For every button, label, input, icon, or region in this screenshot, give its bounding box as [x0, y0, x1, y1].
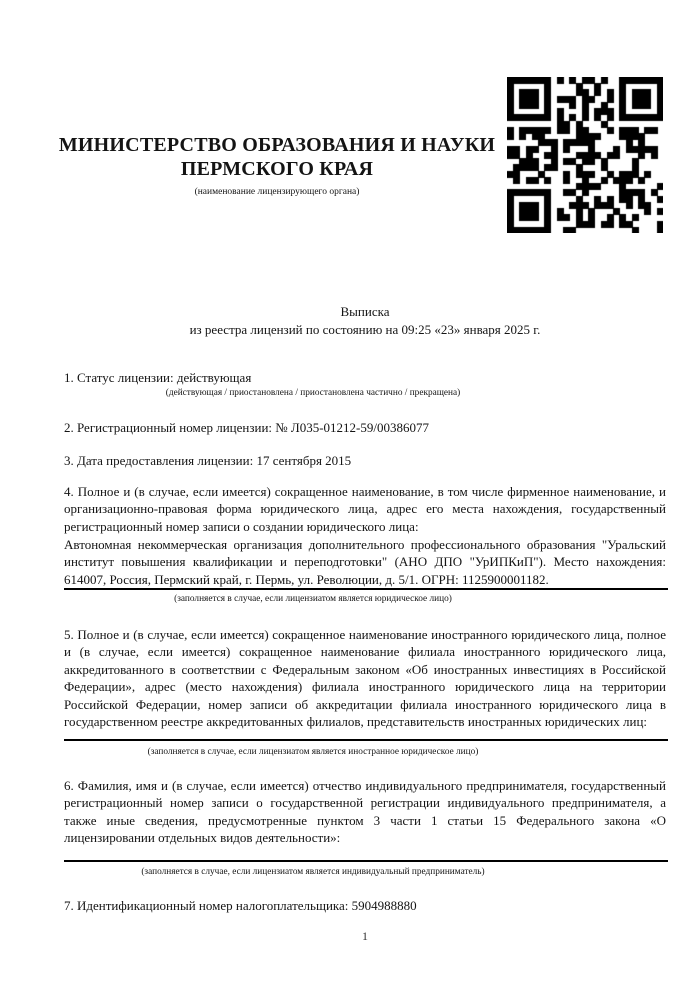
item-legal-entity-label: 4. Полное и (в случае, если имеется) сокращенное наименование, в том числе фирменное наименование, и организационно-правовая форма юридического лица, адрес его места нахождения, государственный регистрационный номер записи о создании юридического лица: [64, 484, 666, 534]
document-title [64, 303, 666, 338]
qr-code-icon [507, 77, 663, 233]
ministry-caption: (наименование лицензирующего органа) [194, 187, 360, 197]
item-individual-entrepreneur-label: 6. Фамилия, имя и (в случае, если имеется) отчество индивидуального предпринимателя, государственный регистрационный номер записи о государственной регистрации индивидуального предпринимателя, а также иные сведения, предусмотренные пунктом 3 части 1 статьи 15 Федерального закона «О лицензировании отдельных видов деятельности»: [64, 778, 666, 846]
item-license-status: 1. Статус лицензии: действующая [64, 370, 252, 385]
item-legal-entity-value: Автономная некоммерческая организация дополнительного профессионального образования "Уральский институт повышения квалификации и переподготовки" (АНО ДПО "УрИПКиП"). Место нахождения: 614007, Россия, Пермский край, г. Пермь, ул. Революции, д. 5/1. ОГРН: 1125900001182. [64, 537, 666, 587]
item-license-status-caption: (действующая / приостановлена / приостановлена частично / прекращена) [165, 388, 461, 398]
item-foreign-entity-caption: (заполняется в случае, если лицензиатом является иностранное юридическое лицо) [147, 747, 479, 757]
item-taxpayer-number: 7. Идентификационный номер налогоплательщика: 5904988880 [64, 898, 417, 913]
item-individual-entrepreneur-caption: (заполняется в случае, если лицензиатом является индивидуальный предприниматель) [141, 867, 485, 877]
field-underline-individual-entrepreneur [64, 860, 668, 862]
ministry-name-line1: МИНИСТЕРСТВО ОБРАЗОВАНИЯ И НАУКИ [58, 134, 496, 156]
ministry-name-line2: ПЕРМСКОГО КРАЯ [180, 158, 374, 180]
item-foreign-entity-label: 5. Полное и (в случае, если имеется) сокращенное наименование иностранного юридического лица, полное и (в случае, если имеется) сокращенное наименование филиала иностранного юридического лица, аккредитованного в соответствии с Федеральным законом «Об иностранных инвестициях в Российской Федерации», адрес (место нахождения) филиала иностранного юридического лица на территории Российской Федерации, номер записи об аккредитации филиала иностранного юридического лица в государственном реестре аккредитованных филиалов, представительств иностранных юридических лиц: [64, 627, 666, 730]
item-grant-date: 3. Дата предоставления лицензии: 17 сентября 2015 [64, 453, 352, 468]
document-title-line1: Выписка [340, 304, 390, 319]
page-number: 1 [362, 929, 368, 943]
item-legal-entity-caption: (заполняется в случае, если лицензиатом является юридическое лицо) [174, 594, 452, 604]
licensing-authority-header [57, 133, 497, 197]
field-underline-legal-entity [64, 588, 668, 590]
document-title-line2: из реестра лицензий по состоянию на 09:25 «23» января 2025 г. [189, 321, 541, 337]
item-registration-number: 2. Регистрационный номер лицензии: № Л035-01212-59/00386077 [64, 420, 430, 435]
field-underline-foreign-entity [64, 739, 668, 741]
